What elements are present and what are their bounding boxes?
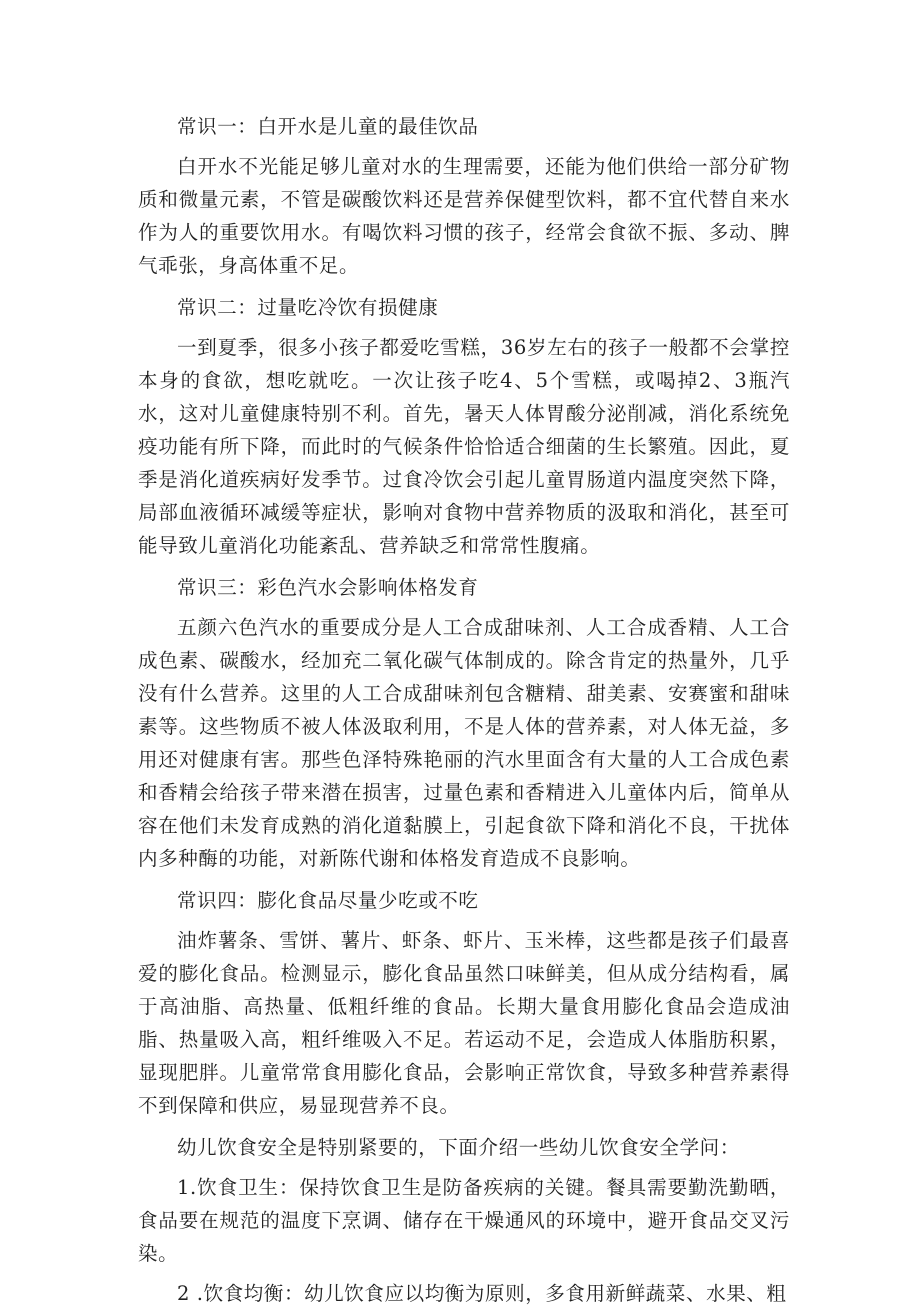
- section-3-body: 五颜六色汽水的重要成分是人工合成甜味剂、人工合成香精、人工合成色素、碳酸水，经加充二氧化碳气体制成的。除含肯定的热量外，几乎没有什么营养。这里的人工合成甜味剂包含糖精、甜美素、安赛蜜和甜味素等。这些物质不被人体汲取利用，不是人体的营养素，对人体无益，多用还对健康有害。那些色泽特殊艳丽的汽水里面含有大量的人工合成色素和香精会给孩子带来潜在损害，过量色素和香精进入儿童体内后，简单从容在他们未发育成熟的消化道黏膜上，引起食欲下降和消化不良，干扰体内多种酶的功能，对新陈代谢和体格发育造成不良影响。: [138, 616, 790, 870]
- intro-paragraph: 幼儿饮食安全是特别紧要的，下面介绍一些幼儿饮食安全学问：: [177, 1136, 740, 1159]
- section-1-body: 白开水不光能足够儿童对水的生理需要，还能为他们供给一部分矿物质和微量元素，不管是碳酸饮料还是营养保健型饮料，都不宜代替自来水作为人的重要饮用水。有喝饮料习惯的孩子，经常会食欲不振、多动、脾气乖张，身高体重不足。: [138, 155, 790, 277]
- section-1-heading: 常识一：白开水是儿童的最佳饮品: [177, 115, 479, 138]
- document-page: [138, 110, 790, 1310]
- section-3-heading: 常识三：彩色汽水会影响体格发育: [177, 576, 479, 599]
- section-4-body: 油炸薯条、雪饼、薯片、虾条、虾片、玉米棒，这些都是孩子们最喜爱的膨化食品。检测显示，膨化食品虽然口味鲜美，但从成分结构看，属于高油脂、高热量、低粗纤维的食品。长期大量食用膨化食品会造成油脂、热量吸入高，粗纤维吸入不足。若运动不足，会造成人体脂肪积累，显现肥胖。儿童常常食用膨化食品，会影响正常饮食，导致多种营养素得不到保障和供应，易显现营养不良。: [138, 929, 790, 1117]
- section-4-heading: 常识四：膨化食品尽量少吃或不吃: [177, 889, 479, 912]
- list-item-1: 1.饮食卫生：保持饮食卫生是防备疾病的关键。餐具需要勤洗勤晒，食品要在规范的温度下烹调、储存在干燥通风的环境中，避开食品交叉污染。: [138, 1176, 790, 1265]
- section-2-body: 一到夏季，很多小孩子都爱吃雪糕，36岁左右的孩子一般都不会掌控本身的食欲，想吃就吃。一次让孩子吃4、5个雪糕，或喝掉2、3瓶汽水，这对儿童健康特别不利。首先，暑天人体胃酸分泌削减，消化系统免疫功能有所下降，而此时的气候条件恰恰适合细菌的生长繁殖。因此，夏季是消化道疾病好发季节。过食冷饮会引起儿童胃肠道内温度突然下降，局部血液循环减缓等症状，影响对食物中营养物质的汲取和消化，甚至可能导致儿童消化功能紊乱、营养缺乏和常常性腹痛。: [138, 336, 790, 557]
- section-2-heading: 常识二：过量吃冷饮有损健康: [177, 296, 439, 319]
- list-item-2: 2 .饮食均衡：幼儿饮食应以均衡为原则，多食用新鲜蔬菜、水果、粗: [177, 1282, 787, 1305]
